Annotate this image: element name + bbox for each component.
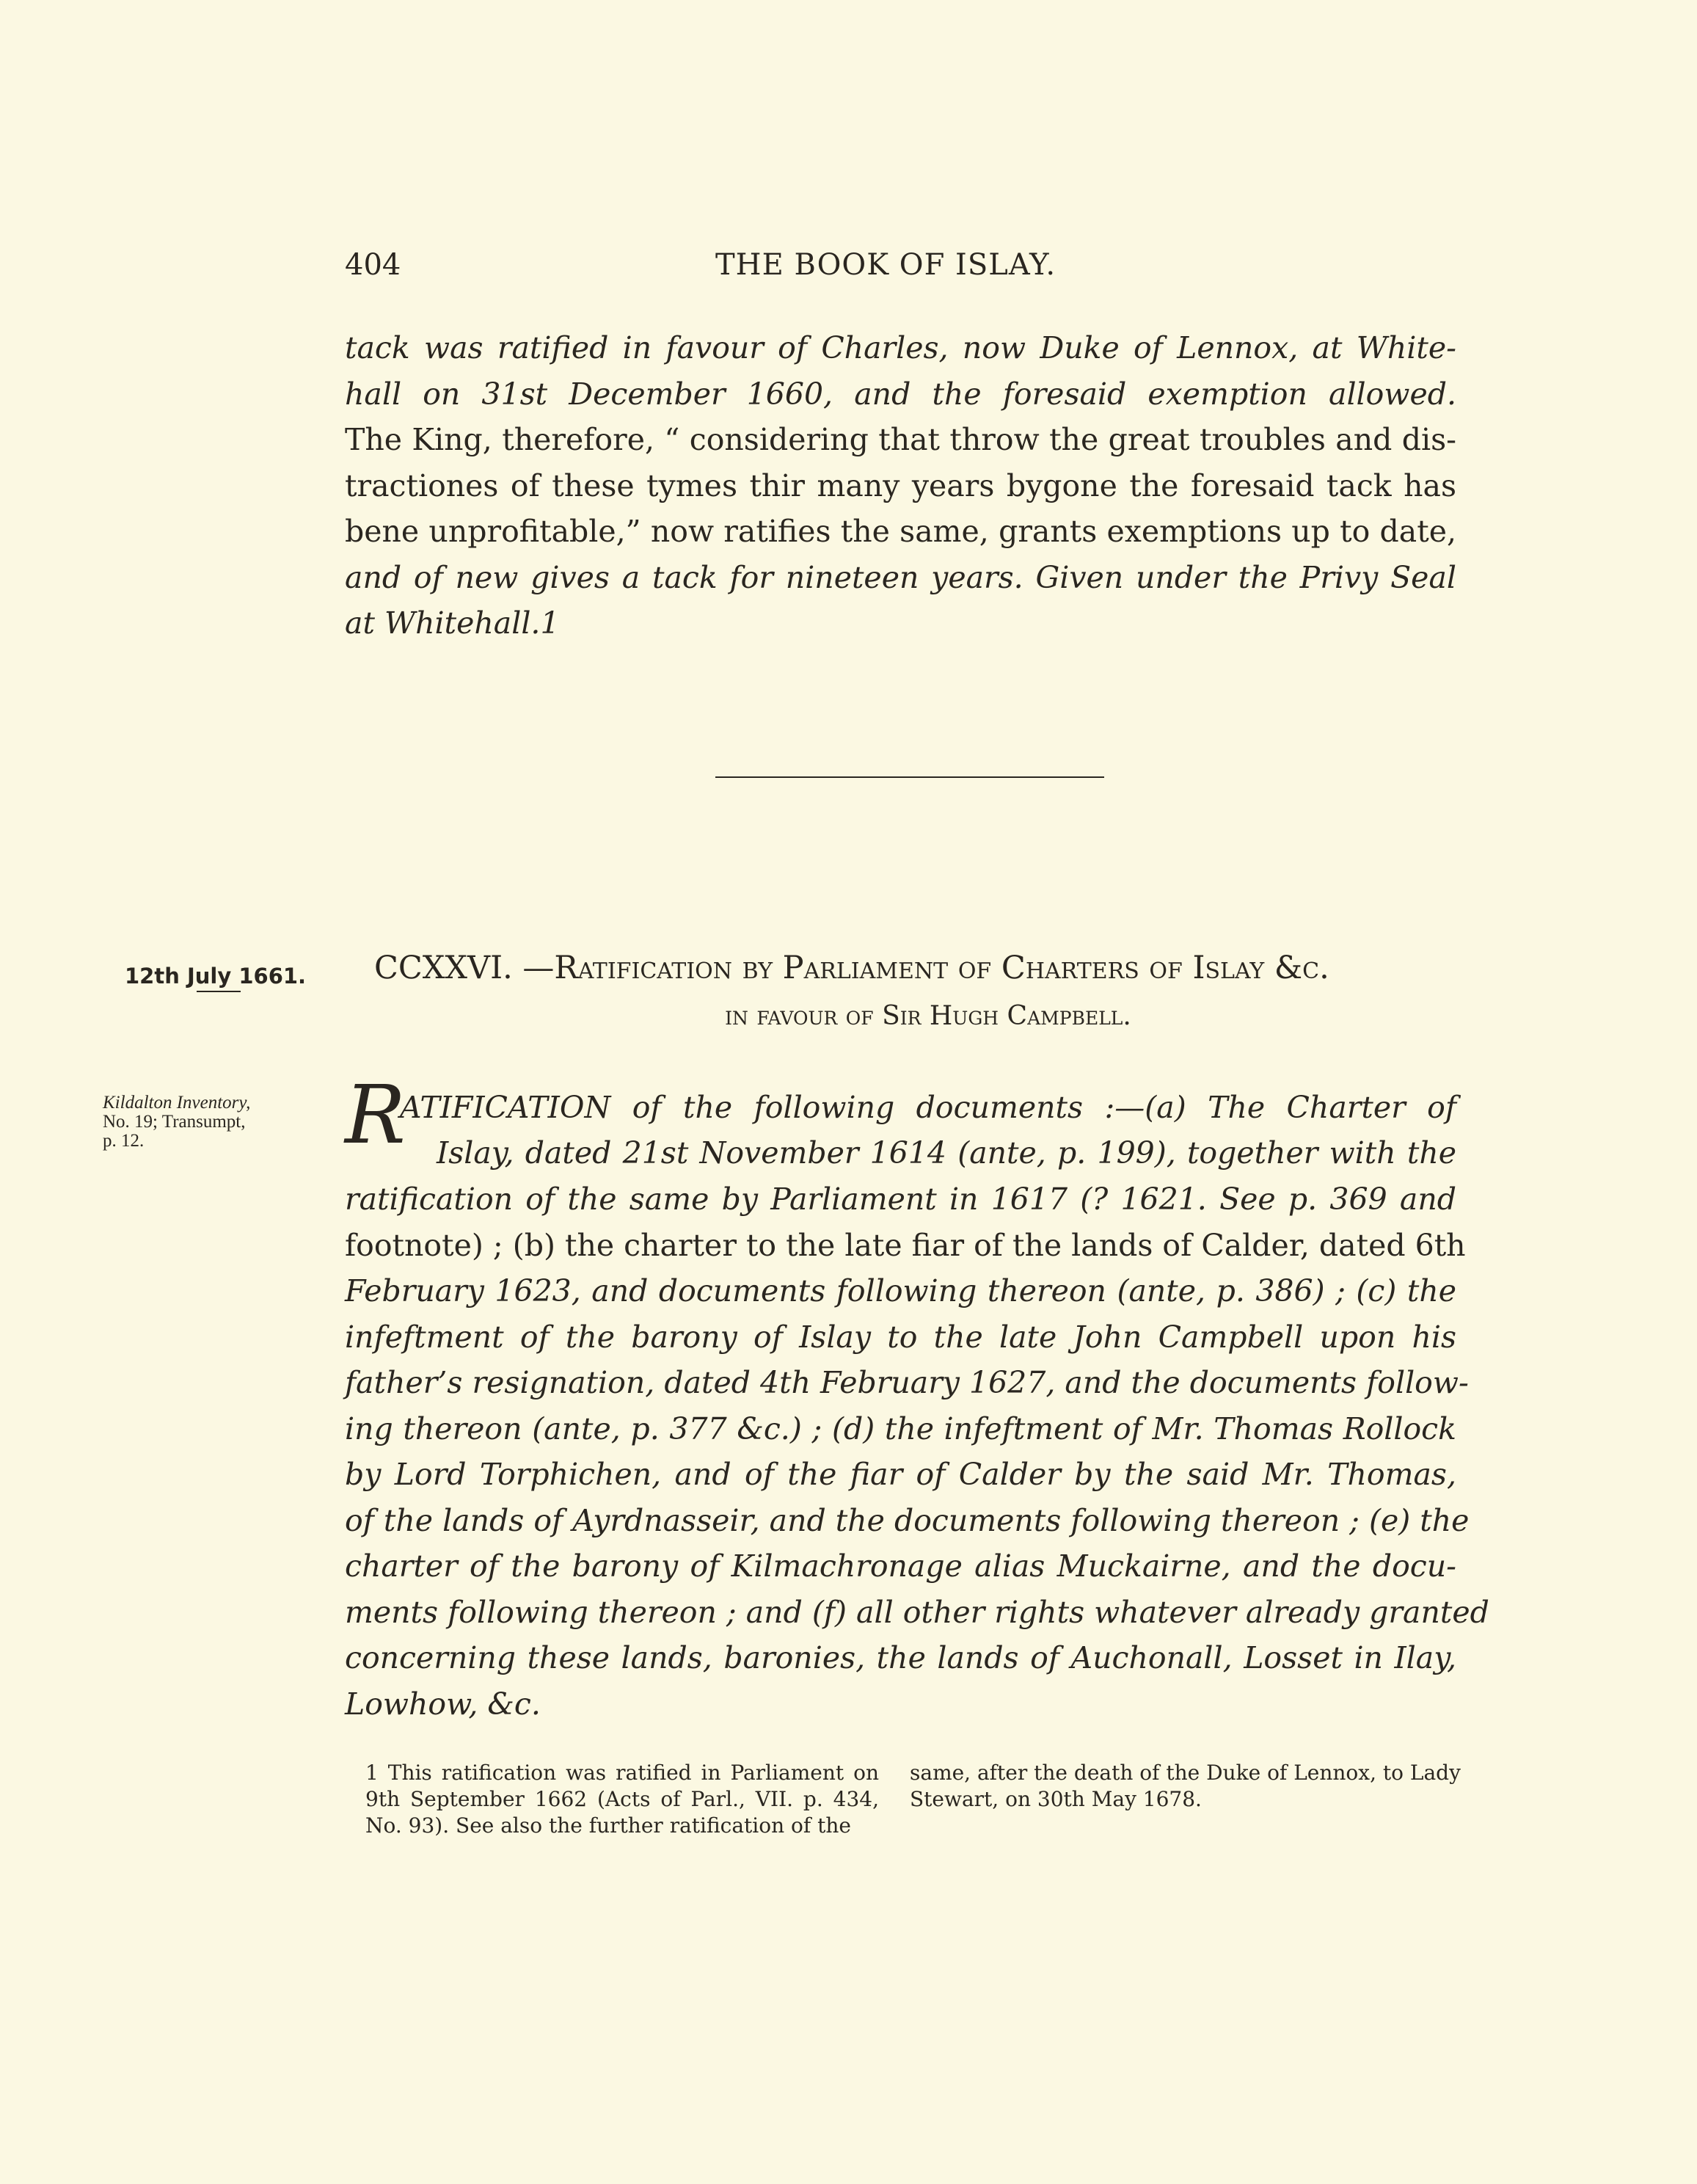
text-line: father’s resignation, dated 4th February 1627, and the documents follow- <box>345 1365 1469 1400</box>
text-line: Islay, dated 21st November 1614 (ante, p. 199), together with the <box>437 1135 1456 1171</box>
text-line: February 1623, and documents following thereon (ante, p. 386) ; (c) the <box>345 1273 1456 1308</box>
date-underline <box>197 991 241 992</box>
text-line: charter of the barony of Kilmachronage alias Muckairne, and the docu- <box>345 1548 1456 1584</box>
text-line: ATIFICATION of the following documents :—(a) The Charter of <box>400 1090 1456 1125</box>
footnote-line: 1 This ratification was ratified in Parliament on <box>365 1761 879 1785</box>
section-paragraph <box>345 1176 1489 1727</box>
margin-reference <box>103 1093 250 1151</box>
text-line: ratification of the same by Parliament in 1617 (? 1621. See p. 369 and <box>345 1182 1456 1217</box>
section-heading: CCXXVI. —Ratification by Parliament of Charters of Islay &c. <box>374 950 1329 986</box>
text-line: ments following thereon ; and (f) all other rights whatever already granted <box>345 1594 1489 1630</box>
reference-line: No. 19; Transumpt, <box>103 1112 246 1132</box>
text-line: footnote) ; (b) the charter to the late fiar of the lands of Calder, dated 6th <box>345 1227 1466 1263</box>
section-subheading: in favour of Sir Hugh Campbell. <box>725 1001 1131 1031</box>
text-line: concerning these lands, baronies, the lands of Auchonall, Losset in Ilay, <box>345 1640 1456 1675</box>
text-line: infeftment of the barony of Islay to the late John Campbell upon his <box>345 1319 1456 1355</box>
footnote-right-column <box>910 1760 1461 1813</box>
page-number: 404 <box>345 248 401 282</box>
running-title: THE BOOK OF ISLAY. <box>715 248 1056 282</box>
footnote-line: Stewart, on 30th May 1678. <box>910 1787 1202 1811</box>
text-line: at Whitehall.1 <box>345 605 560 641</box>
drop-cap: R <box>345 1068 406 1162</box>
footnote-line: same, after the death of the Duke of Lennox, to Lady <box>910 1761 1461 1785</box>
text-line: The King, therefore, “ considering that throw the great troubles and dis- <box>345 422 1456 457</box>
text-line: tractiones of these tymes thir many years bygone the foresaid tack has <box>345 467 1456 503</box>
text-line: bene unprofitable,” now ratifies the same, grants exemptions up to date, <box>345 514 1456 549</box>
footnote-left-column <box>365 1760 879 1839</box>
body-first-line <box>400 1085 1456 1131</box>
text-line: ing thereon (ante, p. 377 &c.) ; (d) the infeftment of Mr. Thomas Rollock <box>345 1410 1456 1446</box>
text-line: and of new gives a tack for nineteen years. Given under the Privy Seal <box>345 559 1456 595</box>
section-divider <box>715 776 1104 778</box>
reference-line: Kildalton Inventory, <box>103 1093 251 1113</box>
footnote-line: No. 93). See also the further ratification of the <box>365 1813 852 1838</box>
footnote-line: 9th September 1662 (Acts of Parl., VII. p. 434, <box>365 1787 879 1811</box>
top-paragraph <box>345 325 1456 647</box>
reference-line: p. 12. <box>103 1131 145 1151</box>
text-line: hall on 31st December 1660, and the foresaid exemption allowed. <box>345 376 1456 412</box>
body-second-line <box>437 1130 1456 1176</box>
margin-date: 12th July 1661. <box>125 964 307 989</box>
text-line: Lowhow, &c. <box>345 1686 541 1722</box>
text-line: by Lord Torphichen, and of the fiar of Calder by the said Mr. Thomas, <box>345 1457 1456 1492</box>
text-line: of the lands of Ayrdnasseir, and the documents following thereon ; (e) the <box>345 1502 1470 1538</box>
text-line: tack was ratified in favour of Charles, now Duke of Lennox, at White- <box>345 330 1456 365</box>
